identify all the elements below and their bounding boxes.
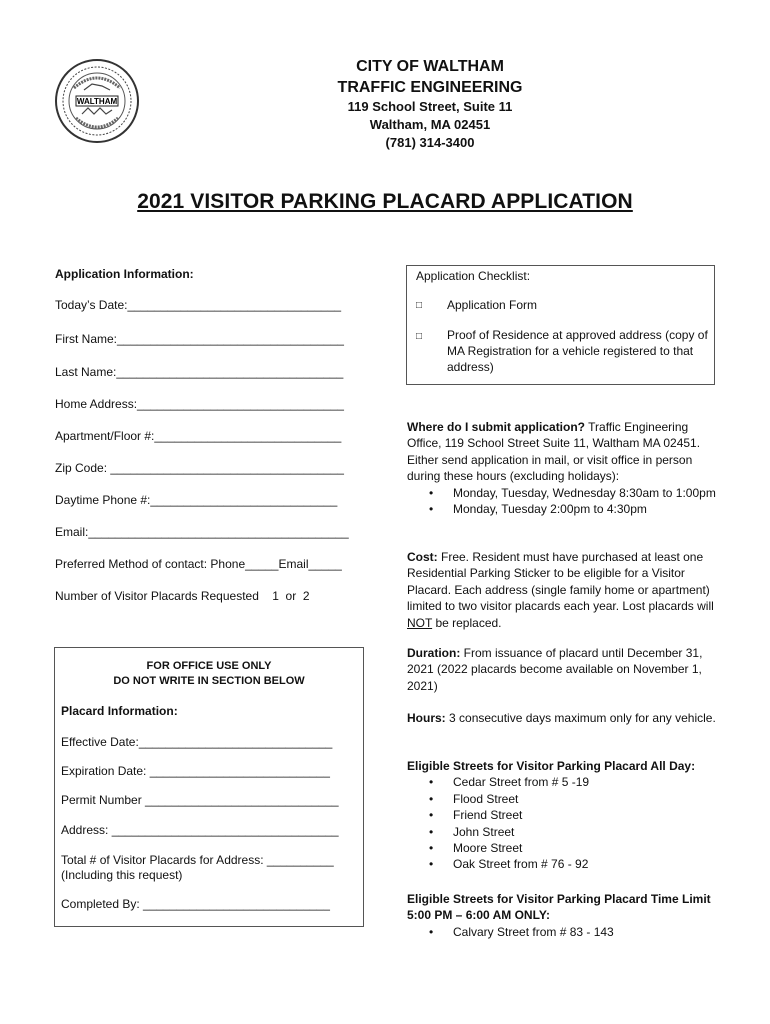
- total-placards-field[interactable]: Total # of Visitor Placards for Address: __________: [61, 853, 334, 867]
- todays-date-field[interactable]: Today’s Date:________________________________: [55, 298, 342, 312]
- checklist-heading: Application Checklist:: [416, 269, 531, 283]
- list-item: [407, 774, 719, 790]
- list-item: [407, 840, 719, 856]
- duration-label: Duration:: [407, 646, 461, 660]
- cost-not: NOT: [407, 615, 433, 630]
- last-name-field[interactable]: Last Name:__________________________________: [55, 365, 344, 379]
- app-info-heading: Application Information:: [55, 267, 194, 281]
- apartment-floor-field[interactable]: Apartment/Floor #:____________________________: [55, 429, 342, 443]
- list-item: [407, 791, 719, 807]
- submit-section: [407, 419, 719, 517]
- eligible-all-day-section: [407, 758, 719, 873]
- checkbox-icon[interactable]: □: [416, 300, 423, 311]
- office-hours-2: Monday, Tuesday 2:00pm to 4:30pm: [453, 502, 647, 517]
- page-title: 2021 VISITOR PARKING PLACARD APPLICATION: [137, 190, 633, 213]
- letterhead: [230, 56, 630, 152]
- email-field[interactable]: Email:_______________________________________: [55, 525, 349, 539]
- eligible-time-limit-section: [407, 891, 719, 940]
- city-name: CITY OF WALTHAM: [356, 58, 504, 75]
- phone-number: (781) 314-3400: [385, 135, 475, 150]
- cost-label: Cost:: [407, 550, 438, 564]
- street-item: Calvary Street from # 83 - 143: [453, 924, 614, 939]
- list-item: [407, 485, 719, 501]
- preferred-contact-field[interactable]: Preferred Method of contact: Phone_____Email_____: [55, 557, 342, 571]
- bullet-icon: •: [429, 791, 434, 806]
- office-use-line1: FOR OFFICE USE ONLY: [146, 660, 272, 672]
- permit-number-field[interactable]: Permit Number _____________________________: [61, 793, 339, 807]
- street-item: Friend Street: [453, 808, 523, 823]
- hours-label: Hours:: [407, 711, 446, 725]
- duration-section: [407, 645, 719, 694]
- first-name-field[interactable]: First Name:__________________________________: [55, 332, 344, 346]
- list-item: [407, 501, 719, 517]
- placards-requested-field[interactable]: Number of Visitor Placards Requested 1 or 2: [55, 589, 310, 603]
- office-use-line2: DO NOT WRITE IN SECTION BELOW: [113, 675, 305, 687]
- street-address: 119 School Street, Suite 11: [347, 99, 513, 114]
- list-item: [407, 856, 719, 872]
- city-seal-logo: [54, 58, 140, 144]
- total-placards-note: (Including this request): [61, 868, 183, 882]
- street-item: Oak Street from # 76 - 92: [453, 857, 589, 872]
- expiration-date-field[interactable]: Expiration Date: ___________________________: [61, 764, 330, 778]
- hours-text: 3 consecutive days maximum only for any vehicle.: [445, 711, 716, 725]
- eligible-time-limit-heading: Eligible Streets for Visitor Parking Placard Time Limit 5:00 PM – 6:00 AM ONLY:: [407, 892, 711, 923]
- city-state-zip: Waltham, MA 02451: [369, 117, 491, 132]
- street-item: Moore Street: [453, 841, 523, 856]
- submit-question: Where do I submit application?: [407, 420, 586, 434]
- bullet-icon: •: [429, 502, 434, 517]
- cost-text-end: be replaced.: [432, 615, 502, 630]
- bullet-icon: •: [429, 824, 434, 839]
- zip-code-field[interactable]: Zip Code: ___________________________________: [55, 461, 344, 475]
- cost-section: [407, 549, 719, 631]
- list-item: [407, 807, 719, 823]
- checkbox-icon[interactable]: □: [416, 331, 423, 342]
- office-hours-1: Monday, Tuesday, Wednesday 8:30am to 1:00pm: [453, 485, 716, 500]
- bullet-icon: •: [429, 775, 434, 790]
- placard-info-heading: Placard Information:: [61, 704, 178, 718]
- duration-text: From issuance of placard until December 31, 2021 (2022 placards become available on November 1, 2021): [407, 646, 703, 693]
- submit-text: Traffic Engineering Office, 119 School Street Suite 11, Waltham MA 02451. Either send application in mail, or visit office in person during these hours (excluding holidays):: [407, 420, 701, 484]
- bullet-icon: •: [429, 924, 434, 939]
- home-address-field[interactable]: Home Address:_______________________________: [55, 397, 344, 411]
- street-item: Flood Street: [453, 791, 519, 806]
- bullet-icon: •: [429, 485, 434, 500]
- seal-text: WALTHAM: [76, 97, 118, 106]
- cost-text: Free. Resident must have purchased at least one Residential Parking Sticker to be eligible for a Visitor Placard. Each address (single family home or apartment) limited to two visitor placards each year. Lost placards will: [407, 550, 714, 614]
- street-item: John Street: [453, 824, 515, 839]
- hours-section: [407, 710, 719, 726]
- office-use-section: [54, 647, 364, 927]
- department-name: TRAFFIC ENGINEERING: [337, 79, 523, 96]
- office-address-field[interactable]: Address: __________________________________: [61, 823, 339, 837]
- bullet-icon: •: [429, 808, 434, 823]
- eligible-all-day-heading: Eligible Streets for Visitor Parking Placard All Day:: [407, 759, 696, 773]
- completed-by-field[interactable]: Completed By: ____________________________: [61, 897, 330, 911]
- checklist-item-proof-of-residence: Proof of Residence at approved address (copy of MA Registration for a vehicle registered to that address): [447, 328, 708, 374]
- street-item: Cedar Street from # 5 -19: [453, 775, 590, 790]
- list-item: [407, 924, 719, 940]
- daytime-phone-field[interactable]: Daytime Phone #:____________________________: [55, 493, 338, 507]
- list-item: [407, 824, 719, 840]
- effective-date-field[interactable]: Effective Date:_____________________________: [61, 735, 333, 749]
- checklist-item-application-form: Application Form: [447, 298, 538, 312]
- bullet-icon: •: [429, 857, 434, 872]
- bullet-icon: •: [429, 841, 434, 856]
